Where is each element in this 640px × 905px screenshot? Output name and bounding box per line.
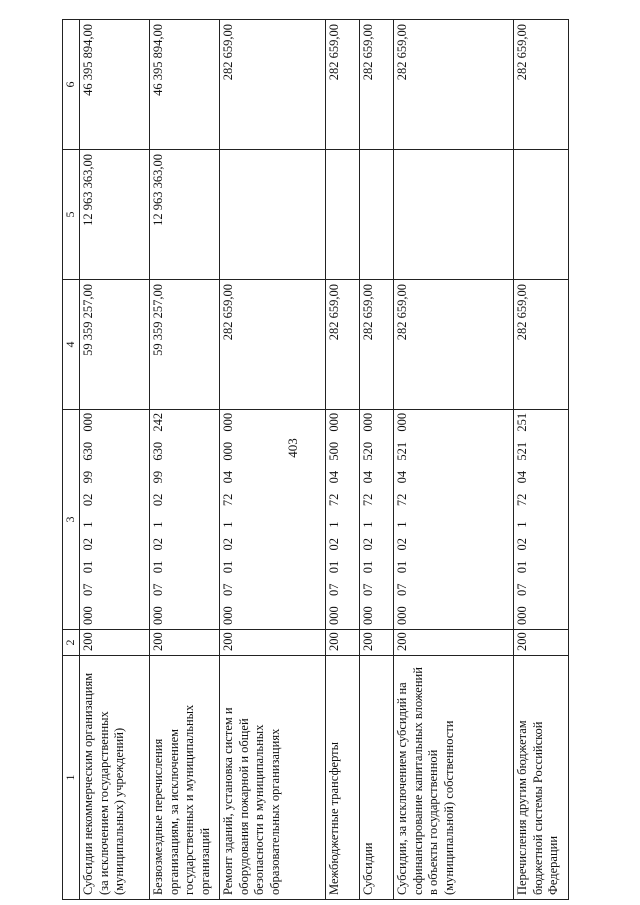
row-col4-amount: 282 659,00 xyxy=(514,280,569,410)
row-col4-amount: 282 659,00 xyxy=(220,280,326,410)
row-col6-amount: 282 659,00 xyxy=(326,20,360,150)
table-row xyxy=(326,20,360,900)
row-col4-amount: 282 659,00 xyxy=(394,280,514,410)
row-col4-amount: 282 659,00 xyxy=(360,280,394,410)
row-budget-code: 000 07 01 02 1 72 04 000 000 xyxy=(220,410,326,630)
table-row xyxy=(360,20,394,900)
row-admin-code: 200 xyxy=(80,630,150,656)
row-name: Безвозмездные перечисления организациям, за исключением государственных и муниципальных организаций xyxy=(150,656,220,900)
page-number: 403 xyxy=(285,438,300,458)
column-header: 5 xyxy=(63,150,80,280)
row-col5-amount xyxy=(514,150,569,280)
row-name: Ремонт зданий, установка систем и оборудования пожарной и общей безопасности в муниципальных образовательных организациях xyxy=(220,656,326,900)
row-budget-code: 000 07 01 02 1 72 04 521 251 xyxy=(514,410,569,630)
row-col5-amount xyxy=(360,150,394,280)
row-budget-code: 000 07 01 02 1 02 99 630 000 xyxy=(80,410,150,630)
row-col6-amount: 282 659,00 xyxy=(394,20,514,150)
row-name: Субсидии xyxy=(360,656,394,900)
row-admin-code: 200 xyxy=(220,630,326,656)
rotated-table-wrapper xyxy=(62,20,567,900)
column-header: 3 xyxy=(63,410,80,630)
row-col5-amount: 12 963 363,00 xyxy=(150,150,220,280)
row-name: Межбюджетные трансферты xyxy=(326,656,360,900)
budget-table xyxy=(62,19,569,900)
row-col5-amount: 12 963 363,00 xyxy=(80,150,150,280)
row-col5-amount xyxy=(220,150,326,280)
row-admin-code: 200 xyxy=(394,630,514,656)
row-col5-amount xyxy=(326,150,360,280)
row-admin-code: 200 xyxy=(326,630,360,656)
row-name: Субсидии, за исключением субсидий на софинансирование капитальных вложений в объекты государственной (муниципальной) собственности xyxy=(394,656,514,900)
row-col6-amount: 282 659,00 xyxy=(514,20,569,150)
row-admin-code: 200 xyxy=(360,630,394,656)
table-row xyxy=(394,20,514,900)
table-row xyxy=(150,20,220,900)
row-col6-amount: 46 395 894,00 xyxy=(80,20,150,150)
row-budget-code: 000 07 01 02 1 72 04 520 000 xyxy=(360,410,394,630)
row-col4-amount: 282 659,00 xyxy=(326,280,360,410)
row-name: Субсидии некоммерческим организациям (за исключением государственных (муниципальных) учреждений) xyxy=(80,656,150,900)
table-row xyxy=(514,20,569,900)
column-header: 4 xyxy=(63,280,80,410)
row-col4-amount: 59 359 257,00 xyxy=(80,280,150,410)
row-budget-code: 000 07 01 02 1 72 04 500 000 xyxy=(326,410,360,630)
row-col6-amount: 282 659,00 xyxy=(360,20,394,150)
row-name: Перечисления другим бюджетам бюджетной системы Российской Федерации xyxy=(514,656,569,900)
row-col6-amount: 46 395 894,00 xyxy=(150,20,220,150)
table-header-row xyxy=(63,20,80,900)
column-header: 6 xyxy=(63,20,80,150)
row-col4-amount: 59 359 257,00 xyxy=(150,280,220,410)
row-col6-amount: 282 659,00 xyxy=(220,20,326,150)
row-admin-code: 200 xyxy=(514,630,569,656)
row-budget-code: 000 07 01 02 1 72 04 521 000 xyxy=(394,410,514,630)
row-admin-code: 200 xyxy=(150,630,220,656)
table-row xyxy=(80,20,150,900)
table-row xyxy=(220,20,326,900)
row-budget-code: 000 07 01 02 1 02 99 630 242 xyxy=(150,410,220,630)
column-header: 2 xyxy=(63,630,80,656)
row-col5-amount xyxy=(394,150,514,280)
column-header: 1 xyxy=(63,656,80,900)
